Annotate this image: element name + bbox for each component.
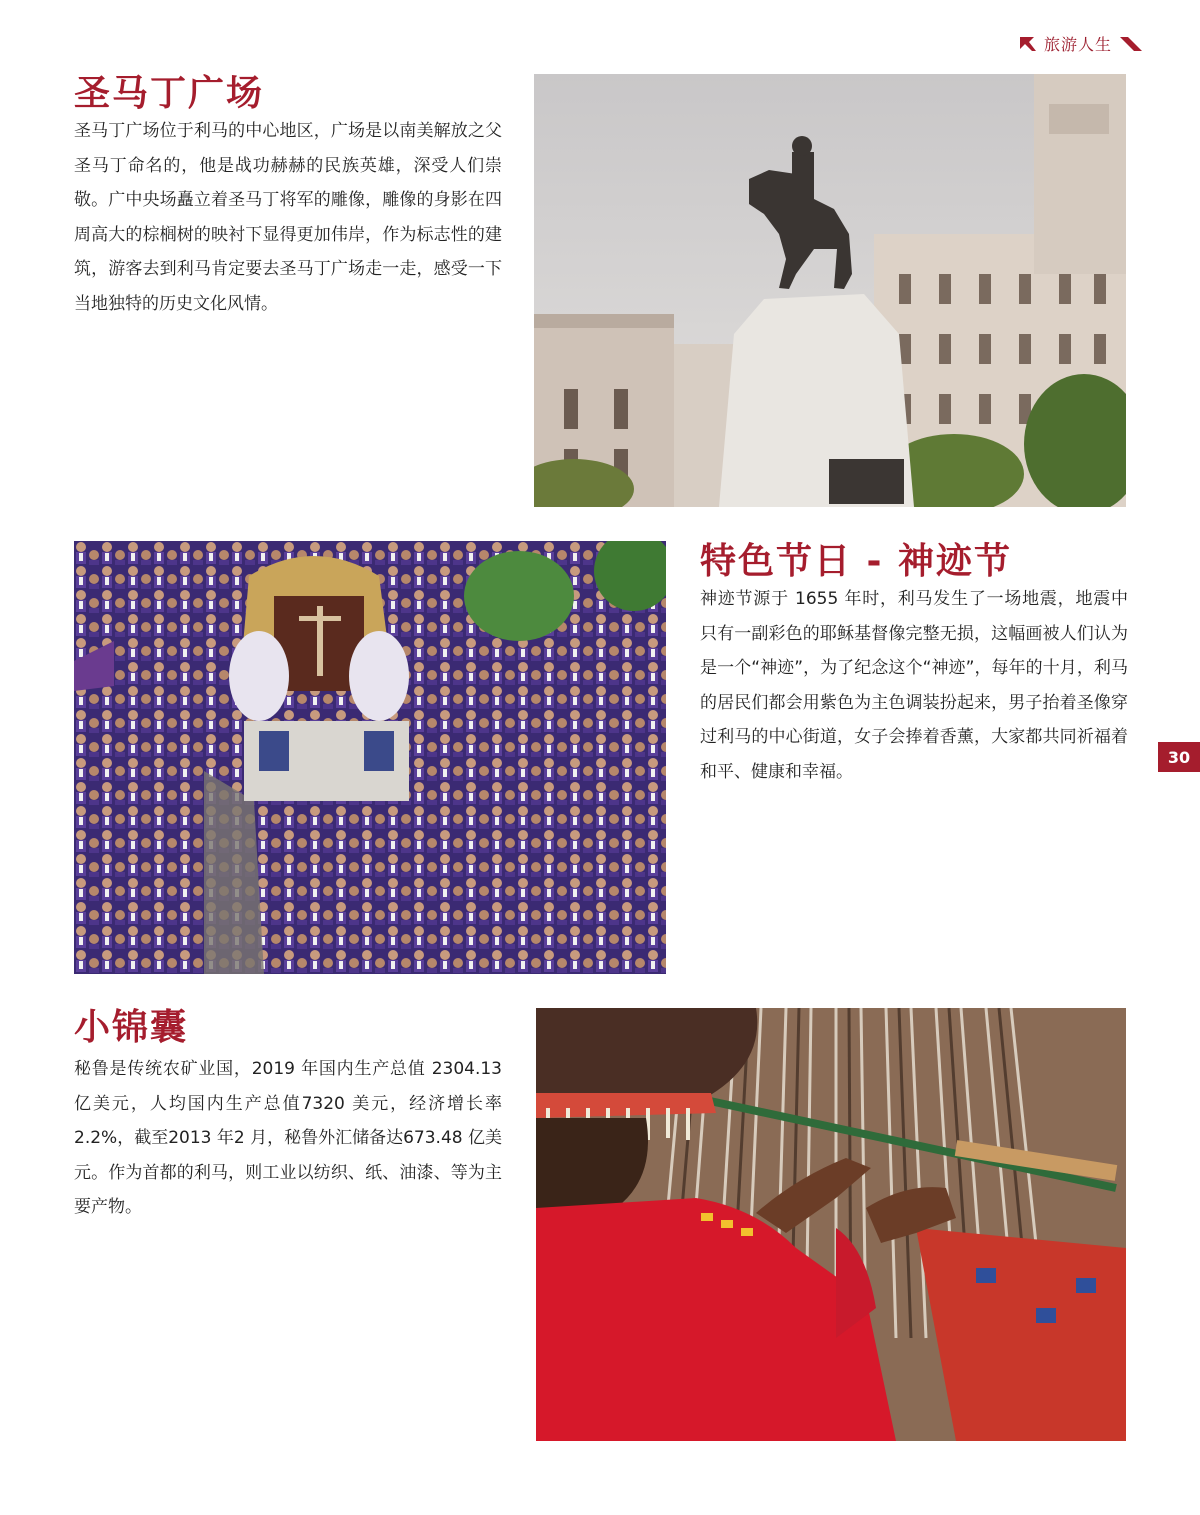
arrow-icon (1018, 35, 1038, 53)
section-header-tag (1018, 32, 1144, 55)
section-title-tips: 小锦囊 (74, 1007, 189, 1048)
festival-procession-photo (74, 541, 666, 974)
section-title-plaza: 圣马丁广场 (74, 73, 265, 114)
section-body-tips: 秘鲁是传统农矿业国，2019 年国内生产总值 2304.13 亿美元，人均国内生产总值7320 美元，经济增长率2.2%，截至2013 年2 月，秘鲁外汇储备达673.48 亿美元。作为首都的利马，则工业以纺织、纸、油漆、等为主要产物。 (74, 1059, 502, 1217)
weaving-photo (536, 1008, 1126, 1441)
slash-decoration-icon (1118, 35, 1144, 53)
section-title-festival: 特色节日 - 神迹节 (700, 541, 1013, 582)
section-body-plaza: 圣马丁广场位于利马的中心地区，广场是以南美解放之父圣马丁命名的，他是战功赫赫的民族英雄，深受人们崇敬。广中央场矗立着圣马丁将军的雕像，雕像的身影在四周高大的棕榈树的映衬下显得更加伟岸，作为标志性的建筑，游客去到利马肯定要去圣马丁广场走一走，感受一下当地独特的历史文化风情。 (74, 121, 502, 314)
section-body-festival: 神迹节源于 1655 年时，利马发生了一场地震，地震中只有一副彩色的耶稣基督像完整无损，这幅画被人们认为是一个“神迹”，为了纪念这个“神迹”，每年的十月，利马的居民们都会用紫色为主色调装扮起来，男子抬着圣像穿过利马的中心街道，女子会捧着香薰，大家都共同祈福着和平、健康和幸福。 (700, 589, 1128, 782)
plaza-statue-photo (534, 74, 1126, 507)
page-number: 30 (1158, 742, 1200, 772)
section-label: 旅游人生 (1043, 35, 1112, 54)
